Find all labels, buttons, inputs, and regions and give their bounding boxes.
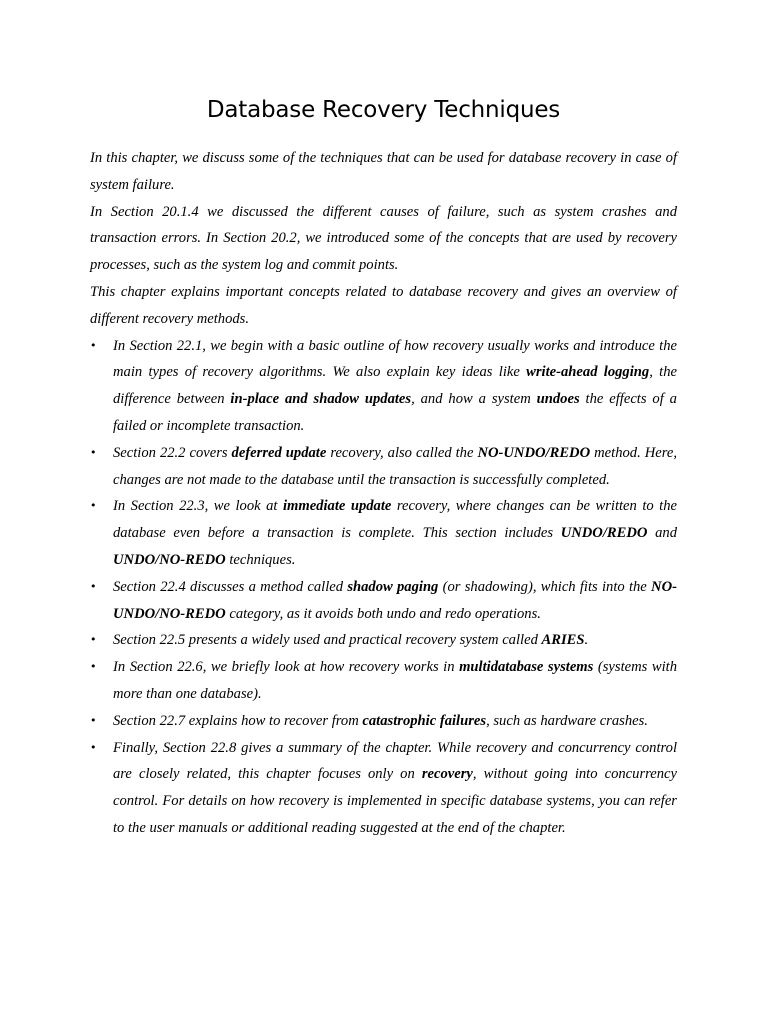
bold-term: NO-UNDO/REDO [477, 444, 591, 461]
bullet-icon: • [90, 499, 97, 513]
list-item-text: Section 22.2 covers deferred update recovery, also called the NO-UNDO/REDO method. Here, changes are not made to the database until the transaction is successfully completed. [113, 444, 678, 488]
bullet-icon: • [90, 445, 97, 459]
bold-term: shadow paging [347, 578, 439, 595]
intro-paragraph: In this chapter, we discuss some of the techniques that can be used for database recovery in case of system failure. [90, 150, 677, 193]
list-item-text: Section 22.7 explains how to recover from catastrophic failures, such as hardware crashes. [113, 712, 648, 729]
list-item-text: In Section 22.1, we begin with a basic outline of how recovery usually works and introduce the main types of recovery algorithms. We also explain key ideas like write-ahead logging, the difference between in-place and shadow updates, and how a system undoes the effects of a failed or incomplete transaction. [113, 337, 677, 434]
list-item [90, 574, 677, 628]
bullet-icon: • [90, 633, 97, 647]
bullet-icon: • [90, 579, 97, 593]
document-page [90, 92, 677, 842]
bold-term: UNDO/NO-REDO [113, 551, 226, 568]
list-item [90, 333, 677, 440]
bold-term: immediate update [282, 498, 392, 515]
bold-term: write-ahead logging [526, 364, 650, 381]
bold-term: multidatabase systems [459, 659, 594, 676]
bullet-icon: • [90, 713, 97, 727]
list-item-text: In Section 22.6, we briefly look at how recovery works in multidatabase systems (systems with more than one database). [113, 659, 677, 702]
bold-term: deferred update [231, 444, 327, 461]
bold-term: undoes [536, 391, 580, 408]
list-item-text: Section 22.4 discusses a method called shadow paging (or shadowing), which fits into the NO-UNDO/NO-REDO category, as it avoids both undo and redo operations. [113, 578, 677, 622]
list-item-text: In Section 22.3, we look at immediate update recovery, where changes can be written to the database even before a transaction is complete. This section includes UNDO/REDO and UNDO/NO-REDO techniques. [113, 498, 677, 568]
bold-term: recovery [421, 766, 473, 783]
section-summary-list [90, 333, 677, 842]
list-item [90, 708, 677, 735]
bold-term: catastrophic failures [362, 712, 487, 729]
list-item [90, 735, 677, 842]
context-paragraph: In Section 20.1.4 we discussed the different causes of failure, such as system crashes and transaction errors. In Section 20.2, we introduced some of the concepts that are used by recovery processes, such as the system log and commit points. [90, 203, 677, 274]
bold-term: UNDO/REDO [560, 525, 648, 542]
bullet-icon: • [90, 660, 97, 674]
list-item-text: Finally, Section 22.8 gives a summary of the chapter. While recovery and concurrency control are closely related, this chapter focuses only on recovery, without going into concurrency control. For details on how recovery is implemented in specific database systems, you can refer to the user manuals or additional reading suggested at the end of the chapter. [113, 739, 677, 836]
bold-term: in-place and shadow updates [230, 391, 412, 408]
list-item-text: Section 22.5 presents a widely used and practical recovery system called ARIES. [113, 632, 589, 649]
bold-term: ARIES [541, 632, 585, 649]
bold-term: NO-UNDO/NO-REDO [113, 578, 677, 622]
document-title: Database Recovery Techniques [206, 97, 561, 123]
bullet-icon: • [90, 338, 97, 352]
list-item [90, 654, 677, 708]
list-item [90, 440, 677, 494]
bullet-icon: • [90, 740, 97, 754]
list-item [90, 493, 677, 573]
overview-paragraph: This chapter explains important concepts related to database recovery and gives an overview of different recovery methods. [90, 283, 677, 327]
list-item [90, 627, 677, 654]
